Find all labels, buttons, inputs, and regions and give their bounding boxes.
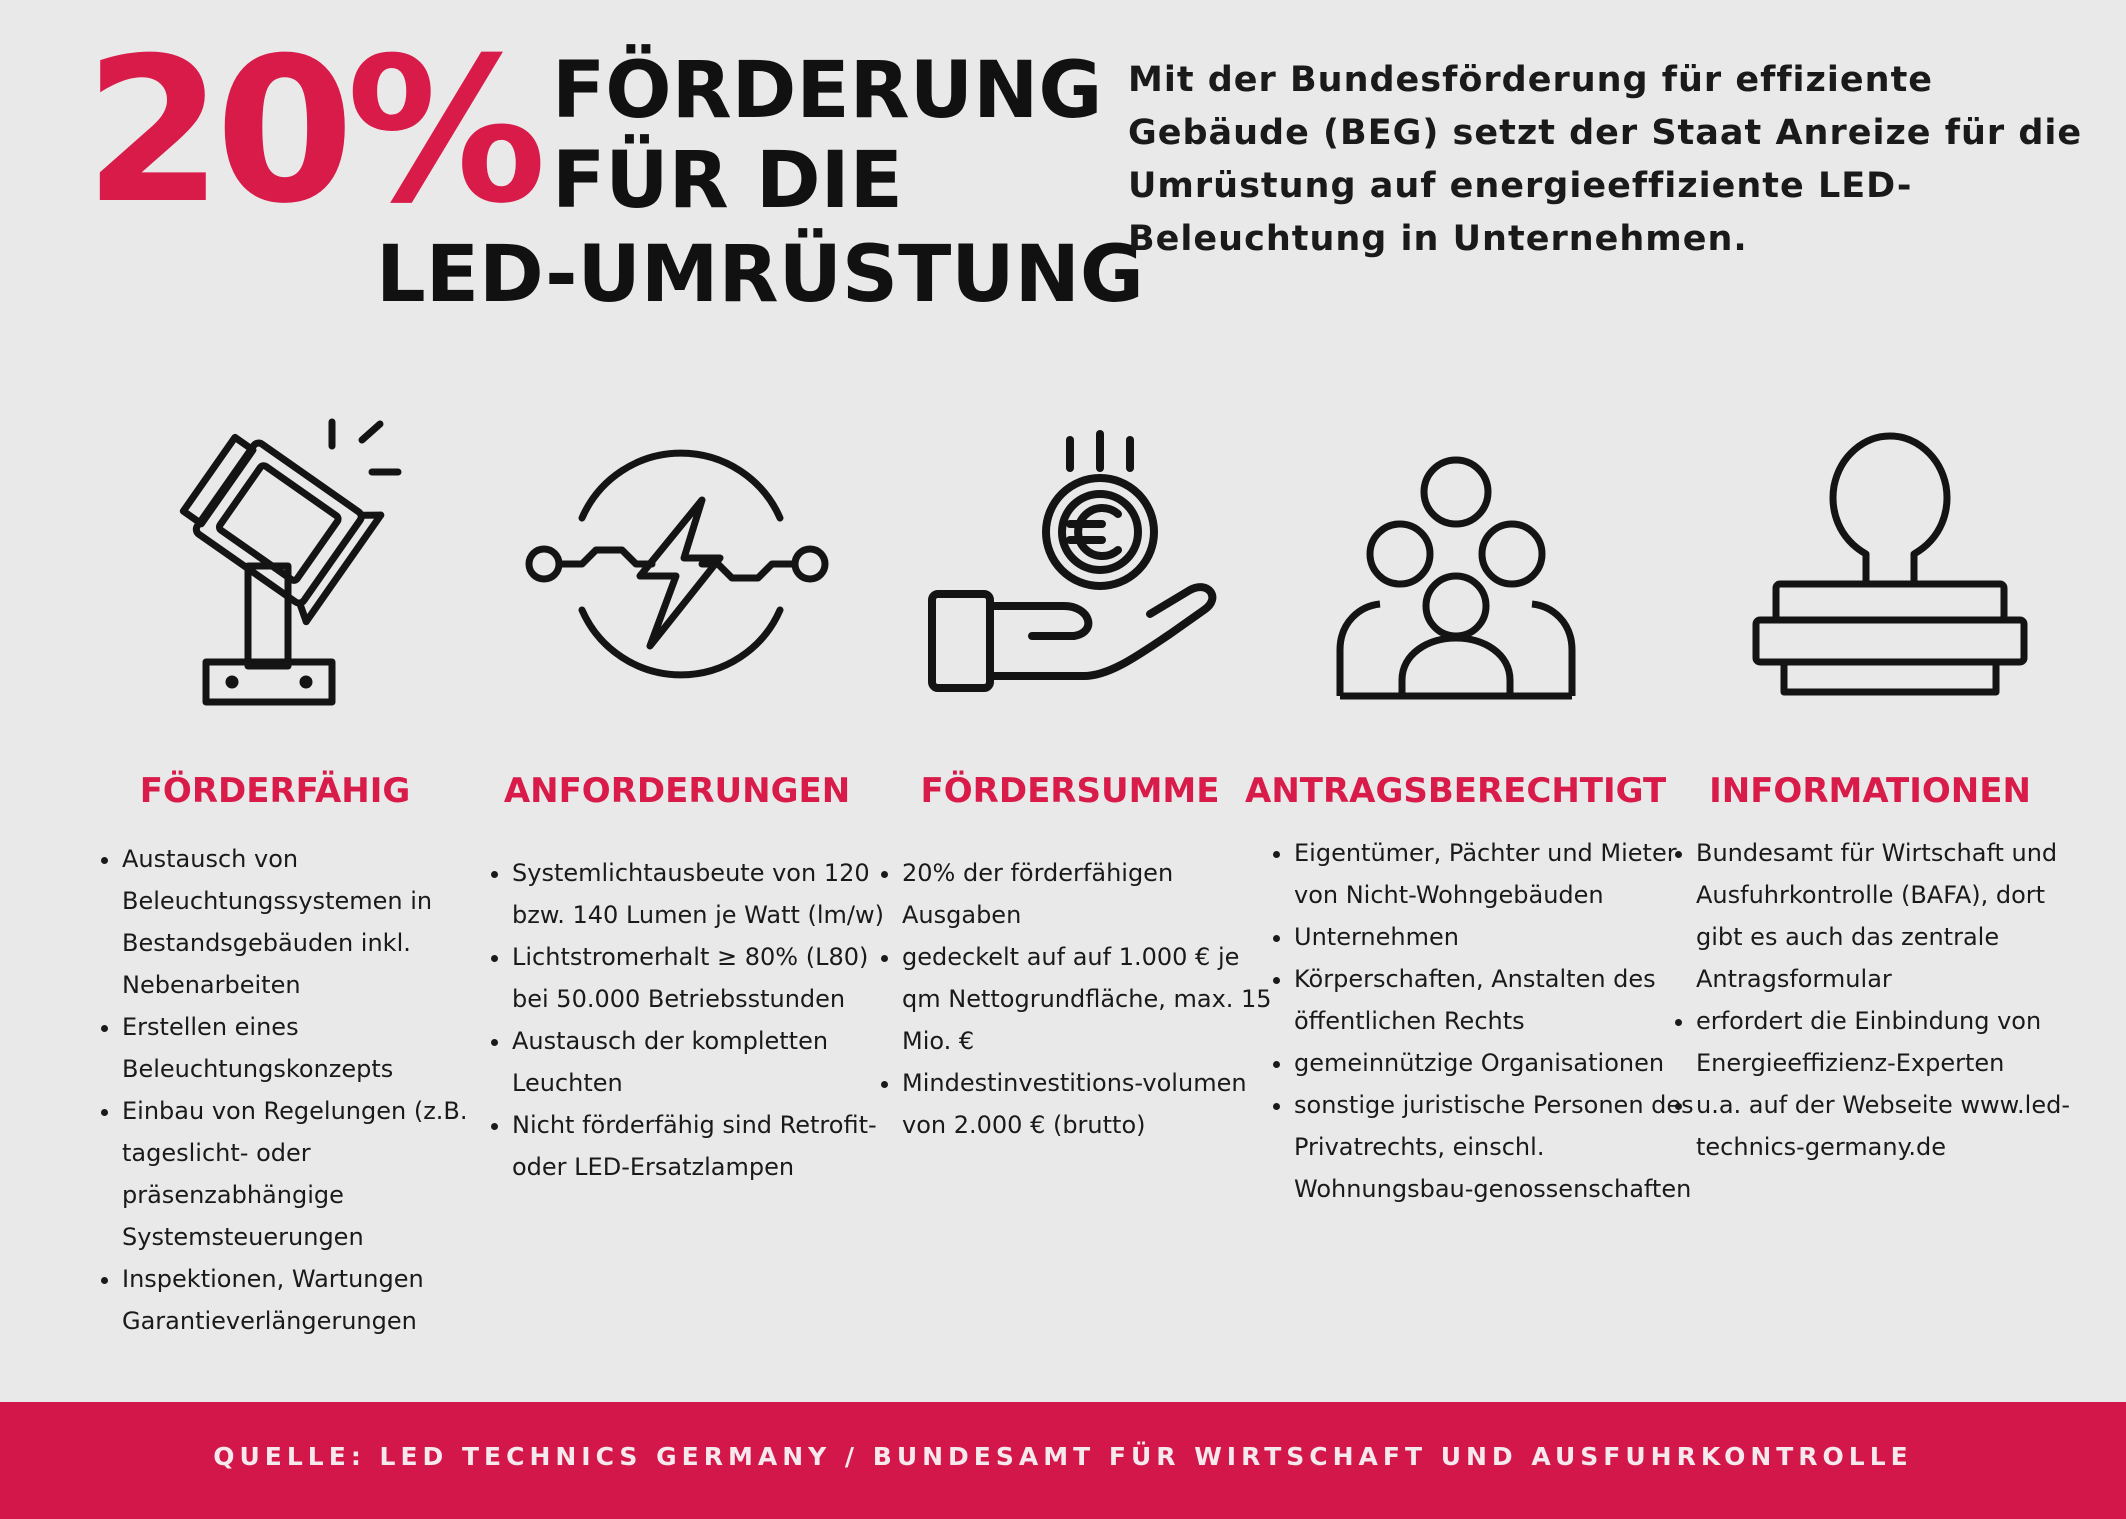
headline-line-2: FÜR DIE	[552, 136, 903, 226]
column-title-antragsberechtigt: ANTRAGSBERECHTIGT	[1245, 771, 1667, 811]
list-anforderungen	[480, 852, 902, 1188]
list-item: • gedeckelt auf auf 1.000 € je qm Nettogrundfläche, max. 15 Mio. €	[902, 936, 1282, 1062]
list-item: • gemeinnützige Organisationen	[1294, 1042, 1694, 1084]
list-item: • Inspektionen, Wartungen Garantieverlängerungen	[122, 1258, 502, 1342]
column-title-anforderungen: ANFORDERUNGEN	[503, 771, 851, 811]
list-item: • Austausch der kompletten Leuchten	[512, 1020, 902, 1104]
list-item: • 20% der förderfähigen Ausgaben	[902, 852, 1282, 936]
list-item: • Nicht förderfähig sind Retrofit- oder LED-Ersatzlampen	[512, 1104, 902, 1188]
percent-headline: 20%	[84, 15, 539, 248]
list-item: • Bundesamt für Wirtschaft und Ausfuhrkontrolle (BAFA), dort gibt es auch das zentrale Antragsformular	[1696, 832, 2096, 1000]
column-title-foerdersumme: FÖRDERSUMME	[920, 771, 1220, 811]
footer-source-text: QUELLE: LED TECHNICS GERMANY / BUNDESAMT FÜR WIRTSCHAFT UND AUSFUHRKONTROLLE	[213, 1442, 1913, 1471]
list-item: • Lichtstromerhalt ≥ 80% (L80) bei 50.000 Betriebsstunden	[512, 936, 902, 1020]
list-item: • Eigentümer, Pächter und Mieter von Nicht-Wohngebäuden	[1294, 832, 1694, 916]
list-item: • Austausch von Beleuchtungssystemen in Bestandsgebäuden inkl. Nebenarbeiten	[122, 838, 502, 1006]
headline-line-1: FÖRDERUNG	[552, 46, 1103, 136]
list-item: • Systemlichtausbeute von 120 bzw. 140 Lumen je Watt (lm/w)	[512, 852, 902, 936]
euro-coin-hand-icon	[914, 410, 1244, 720]
list-item: • Körperschaften, Anstalten des öffentlichen Rechts	[1294, 958, 1694, 1042]
list-item: • u.a. auf der Webseite www.led-technics-germany.de	[1696, 1084, 2096, 1168]
lightning-energy-icon	[512, 410, 842, 720]
headline-line-3: LED-UMRÜSTUNG	[376, 230, 1144, 320]
spotlight-icon	[110, 410, 440, 720]
list-item: • erfordert die Einbindung von Energieeffizienz-Experten	[1696, 1000, 2096, 1084]
list-antragsberechtigt	[1262, 832, 1694, 1210]
list-item: • Erstellen eines Beleuchtungskonzepts	[122, 1006, 502, 1090]
stamp-icon	[1718, 410, 2048, 720]
group-people-icon	[1316, 410, 1646, 720]
list-foerdersumme	[870, 852, 1282, 1146]
column-title-informationen: INFORMATIONEN	[1709, 771, 2031, 811]
list-item: • Mindestinvestitions-volumen von 2.000 € (brutto)	[902, 1062, 1282, 1146]
footer-bar	[0, 1402, 2126, 1519]
list-item: • Unternehmen	[1294, 916, 1694, 958]
list-item: • Einbau von Regelungen (z.B. tageslicht- oder präsenzabhängige Systemsteuerungen	[122, 1090, 502, 1258]
list-item: • sonstige juristische Personen des Privatrechts, einschl. Wohnungsbau-genossenschaften	[1294, 1084, 1694, 1210]
column-title-foerderfaehig: FÖRDERFÄHIG	[139, 771, 411, 811]
list-informationen	[1664, 832, 2096, 1168]
intro-text: Mit der Bundesförderung für effiziente Gebäude (BEG) setzt der Staat Anreize für die Umrüstung auf energieeffiziente LED-Beleuchtung in Unternehmen.	[1128, 60, 2083, 259]
list-foerderfaehig	[90, 838, 502, 1342]
